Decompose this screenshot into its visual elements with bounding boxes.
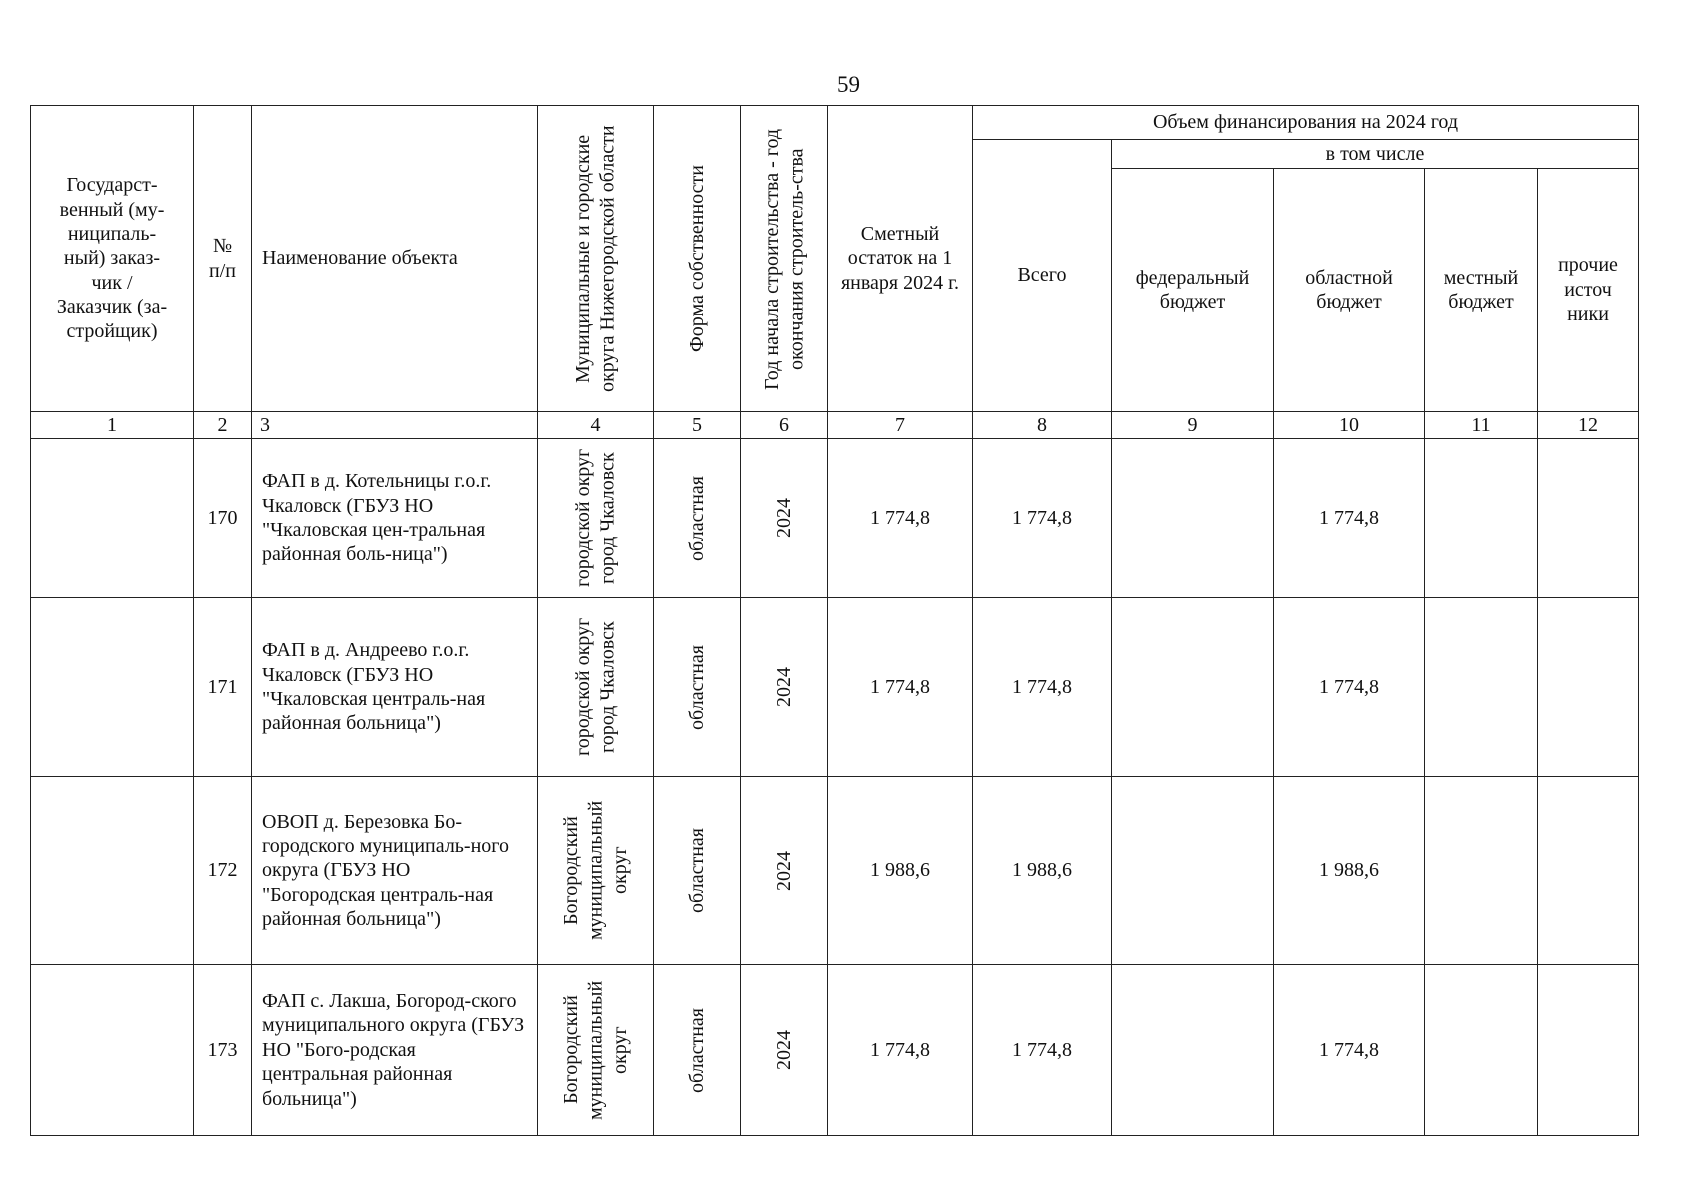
col-number: 3 xyxy=(252,412,538,439)
row-estimate: 1 988,6 xyxy=(828,777,973,965)
row-other xyxy=(1538,777,1639,965)
row-customer xyxy=(31,777,194,965)
table-row xyxy=(31,777,1639,965)
row-object-name: ФАП в д. Андреево г.о.г. Чкаловск (ГБУЗ НО "Чкаловская централь-ная районная больница") xyxy=(252,598,538,777)
col-number: 1 xyxy=(31,412,194,439)
row-ownership xyxy=(654,777,741,965)
row-years xyxy=(741,598,828,777)
row-regional: 1 774,8 xyxy=(1274,439,1425,598)
row-local xyxy=(1425,598,1538,777)
col-number: 7 xyxy=(828,412,973,439)
header-estimate: Сметный остаток на 1 января 2024 г. xyxy=(828,106,973,412)
header-funding-group: Объем финансирования на 2024 год xyxy=(973,106,1639,140)
row-other xyxy=(1538,439,1639,598)
row-total: 1 774,8 xyxy=(973,598,1112,777)
col-number: 4 xyxy=(538,412,654,439)
header-ownership-text: Форма собственности xyxy=(685,165,708,352)
header-ownership xyxy=(654,106,741,412)
row-ownership xyxy=(654,439,741,598)
row-other xyxy=(1538,965,1639,1136)
row-object-name: ФАП с. Лакша, Богород-ского муниципального округа (ГБУЗ НО "Бого-родская центральная районная больница") xyxy=(252,965,538,1136)
row-years-text: 2024 xyxy=(772,498,795,538)
col-number: 5 xyxy=(654,412,741,439)
header-including: в том числе xyxy=(1112,140,1639,169)
row-estimate: 1 774,8 xyxy=(828,439,973,598)
row-ownership xyxy=(654,598,741,777)
row-municipal-text: Богородский муниципальный округ xyxy=(559,800,631,941)
table-row xyxy=(31,598,1639,777)
col-number: 12 xyxy=(1538,412,1639,439)
col-number: 10 xyxy=(1274,412,1425,439)
header-municipal xyxy=(538,106,654,412)
header-object-name: Наименование объекта xyxy=(252,106,538,412)
row-federal xyxy=(1112,439,1274,598)
row-ownership-text: областная xyxy=(685,1007,708,1093)
row-years xyxy=(741,777,828,965)
row-total: 1 988,6 xyxy=(973,777,1112,965)
row-regional: 1 988,6 xyxy=(1274,777,1425,965)
row-federal xyxy=(1112,598,1274,777)
row-municipal-text: городской округ город Чкаловск xyxy=(572,617,619,757)
row-local xyxy=(1425,965,1538,1136)
row-municipal xyxy=(538,777,654,965)
row-customer xyxy=(31,965,194,1136)
row-number: 173 xyxy=(194,965,252,1136)
row-ownership-text: областная xyxy=(685,475,708,561)
col-number: 9 xyxy=(1112,412,1274,439)
row-estimate: 1 774,8 xyxy=(828,965,973,1136)
header-regional: областной бюджет xyxy=(1274,169,1425,412)
page-number: 59 xyxy=(837,72,860,97)
row-object-name: ФАП в д. Котельницы г.о.г. Чкаловск (ГБУЗ НО "Чкаловская цен-тральная районная боль-ница") xyxy=(252,439,538,598)
row-regional: 1 774,8 xyxy=(1274,598,1425,777)
row-years xyxy=(741,439,828,598)
header-years xyxy=(741,106,828,412)
row-years-text: 2024 xyxy=(772,850,795,891)
col-number: 11 xyxy=(1425,412,1538,439)
row-other xyxy=(1538,598,1639,777)
header-total: Всего xyxy=(973,140,1112,412)
row-estimate: 1 774,8 xyxy=(828,598,973,777)
row-ownership-text: областная xyxy=(685,644,708,730)
col-number: 2 xyxy=(194,412,252,439)
table-row xyxy=(31,965,1639,1136)
row-customer xyxy=(31,439,194,598)
header-customer: Государст- венный (му- ниципаль- ный) заказ- чик / Заказчик (за- стройщик) xyxy=(31,106,194,412)
header-other: прочие источ ники xyxy=(1538,169,1639,412)
row-regional: 1 774,8 xyxy=(1274,965,1425,1136)
header-years-text: Год начала строительства - год окончания строитель-ства xyxy=(760,127,807,390)
row-local xyxy=(1425,439,1538,598)
row-municipal-text: городской округ город Чкаловск xyxy=(572,448,619,588)
row-years-text: 2024 xyxy=(772,667,795,707)
row-total: 1 774,8 xyxy=(973,439,1112,598)
row-federal xyxy=(1112,777,1274,965)
row-number: 172 xyxy=(194,777,252,965)
row-years xyxy=(741,965,828,1136)
row-number: 171 xyxy=(194,598,252,777)
header-federal: федеральный бюджет xyxy=(1112,169,1274,412)
header-municipal-text: Муниципальные и городские округа Нижегородской области xyxy=(572,125,619,392)
header-local: местный бюджет xyxy=(1425,169,1538,412)
row-local xyxy=(1425,777,1538,965)
col-number: 8 xyxy=(973,412,1112,439)
row-municipal-text: Богородский муниципальный округ xyxy=(559,980,631,1120)
row-object-name: ОВОП д. Березовка Бо-городского муниципаль-ного округа (ГБУЗ НО "Богородская централь-ная районная больница") xyxy=(252,777,538,965)
col-number: 6 xyxy=(741,412,828,439)
header-number: № п/п xyxy=(194,106,252,412)
row-ownership xyxy=(654,965,741,1136)
row-ownership-text: областная xyxy=(685,828,708,913)
table-row xyxy=(31,439,1639,598)
row-years-text: 2024 xyxy=(772,1030,795,1070)
row-federal xyxy=(1112,965,1274,1136)
row-number: 170 xyxy=(194,439,252,598)
row-municipal xyxy=(538,598,654,777)
row-municipal xyxy=(538,965,654,1136)
row-municipal xyxy=(538,439,654,598)
row-total: 1 774,8 xyxy=(973,965,1112,1136)
row-customer xyxy=(31,598,194,777)
financing-table xyxy=(30,105,1639,1136)
